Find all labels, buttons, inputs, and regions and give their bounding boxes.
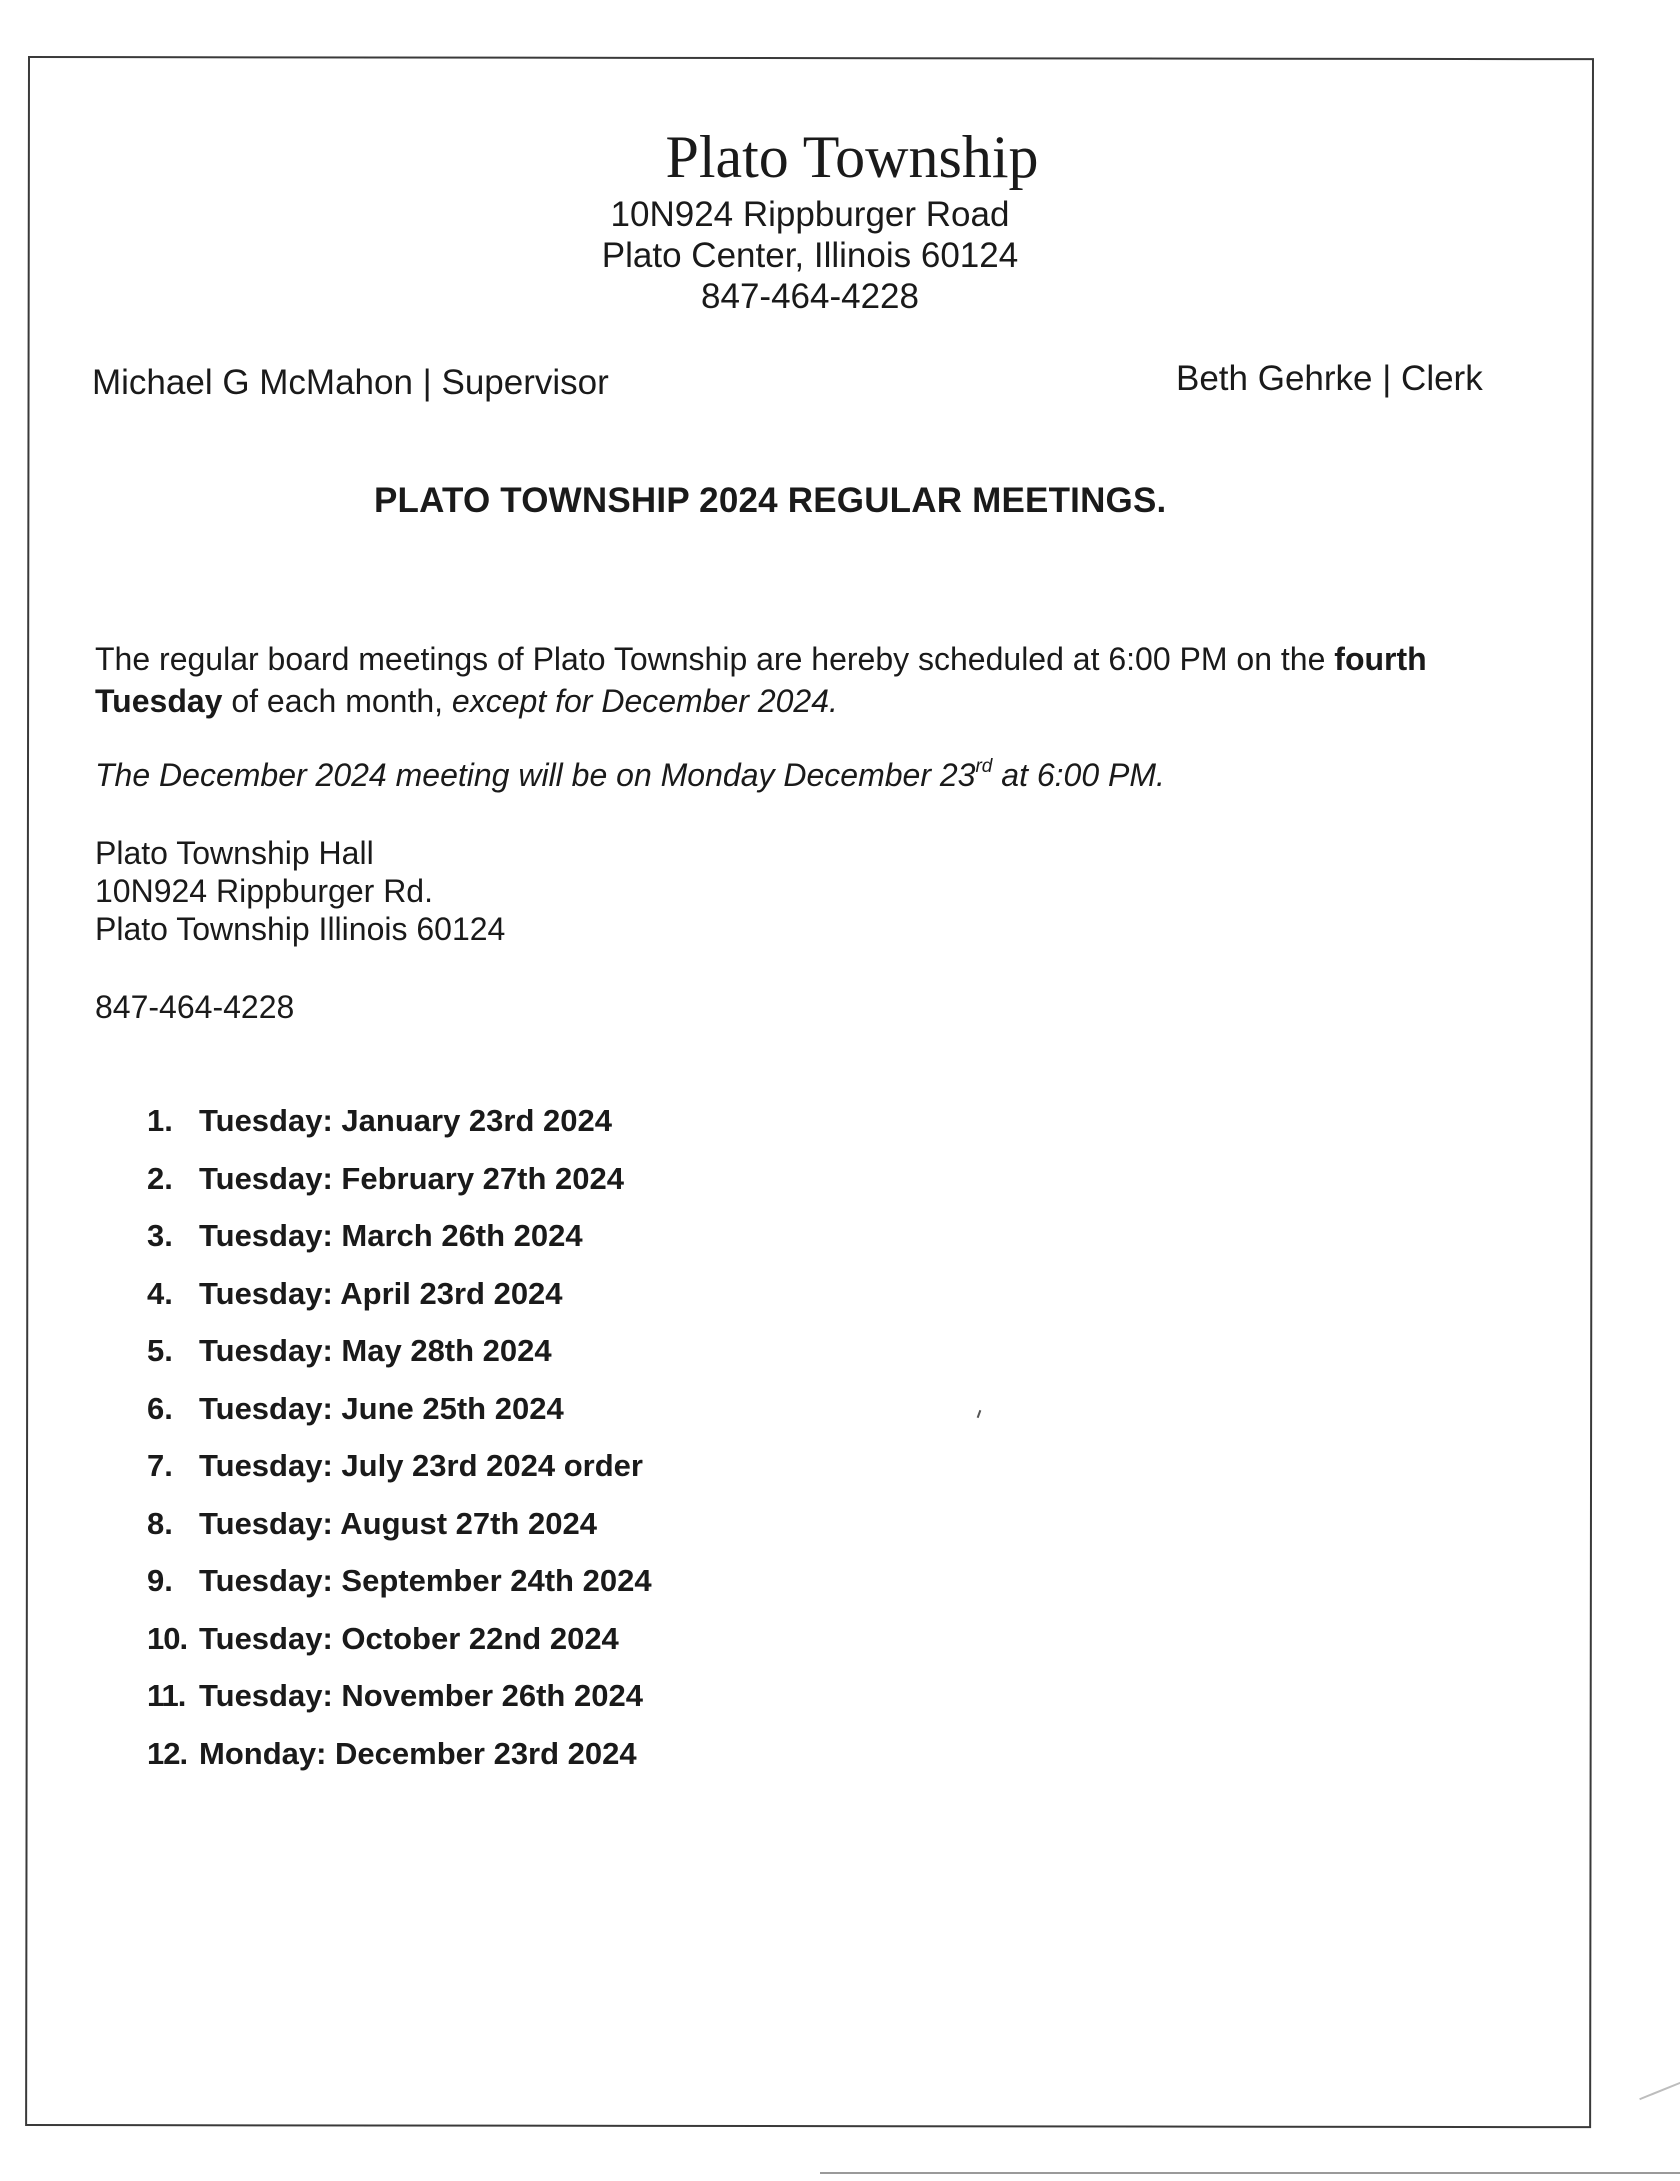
meeting-number: 11. (147, 1678, 186, 1713)
meeting-date: Tuesday: March 26th 2024 (199, 1218, 583, 1253)
document-title: Plato Township (665, 124, 1039, 190)
scan-edge-mark (1639, 2082, 1680, 2100)
meeting-date: Tuesday: April 23rd 2024 (199, 1275, 563, 1311)
hall-name: Plato Township Hall (95, 835, 374, 871)
meeting-item (147, 1215, 652, 1273)
schedule-text-exception: except for December 2024. (451, 683, 838, 719)
meeting-date: Monday: December 23rd 2024 (199, 1735, 637, 1771)
meeting-number: 1. (147, 1103, 173, 1138)
hall-phone: 847-464-4228 (95, 989, 295, 1025)
header-phone: 847-464-4228 (701, 277, 919, 316)
meeting-date: Tuesday: August 27th 2024 (199, 1505, 597, 1541)
december-note-time: at 6:00 PM. (992, 757, 1165, 793)
schedule-text-2: of each month, (222, 683, 452, 719)
meeting-number: 6. (147, 1390, 173, 1426)
meeting-item (147, 1445, 652, 1503)
clerk-name: Beth Gehrke | Clerk (1176, 359, 1483, 398)
supervisor-name: Michael G McMahon | Supervisor (92, 363, 609, 402)
schedule-text-bold: fourth Tuesday (95, 641, 1427, 719)
meeting-item (147, 1618, 652, 1676)
meeting-date: Tuesday: July 23rd 2024 order (199, 1448, 643, 1483)
meeting-item (147, 1503, 652, 1561)
meeting-number: 2. (147, 1160, 173, 1196)
meeting-date: Tuesday: September 24th 2024 (199, 1563, 652, 1598)
header-address-line1: 10N924 Rippburger Road (610, 195, 1010, 234)
schedule-paragraph (95, 638, 1515, 722)
scan-bottom-edge (820, 2172, 1680, 2174)
hall-city: Plato Township Illinois 60124 (95, 911, 506, 947)
meeting-item (147, 1675, 652, 1733)
meeting-number: 3. (147, 1218, 173, 1253)
meeting-number: 10. (147, 1620, 188, 1656)
december-note (95, 754, 1515, 796)
schedule-text-1: The regular board meetings of Plato Township are hereby scheduled at 6:00 PM on the (95, 641, 1335, 677)
meeting-date: Tuesday: May 28th 2024 (199, 1333, 552, 1368)
meeting-date: Tuesday: January 23rd 2024 (199, 1103, 612, 1138)
meeting-item (147, 1733, 652, 1791)
meeting-date: Tuesday: November 26th 2024 (199, 1678, 643, 1713)
meeting-list (147, 1100, 652, 1790)
december-note-text: The December 2024 meeting will be on Monday December 23 (95, 757, 976, 793)
meeting-number: 4. (147, 1275, 173, 1311)
meeting-date: Tuesday: October 22nd 2024 (199, 1620, 619, 1656)
meeting-item (147, 1100, 652, 1158)
header-address-line2: Plato Center, Illinois 60124 (601, 236, 1019, 275)
meeting-date: Tuesday: February 27th 2024 (199, 1160, 624, 1196)
meeting-number: 9. (147, 1563, 173, 1598)
meetings-heading: PLATO TOWNSHIP 2024 REGULAR MEETINGS. (374, 481, 1167, 520)
meeting-number: 12. (147, 1735, 188, 1771)
meeting-item (147, 1273, 652, 1331)
meeting-date: Tuesday: June 25th 2024 (199, 1390, 564, 1426)
meeting-item (147, 1330, 652, 1388)
meeting-item (147, 1158, 652, 1216)
hall-street: 10N924 Rippburger Rd. (95, 873, 433, 909)
december-note-superscript: rd (975, 756, 993, 777)
meeting-number: 8. (147, 1505, 173, 1541)
hall-address (95, 834, 505, 948)
meeting-number: 5. (147, 1333, 173, 1368)
meeting-item (147, 1388, 652, 1446)
meeting-item (147, 1560, 652, 1618)
meeting-number: 7. (147, 1448, 173, 1483)
